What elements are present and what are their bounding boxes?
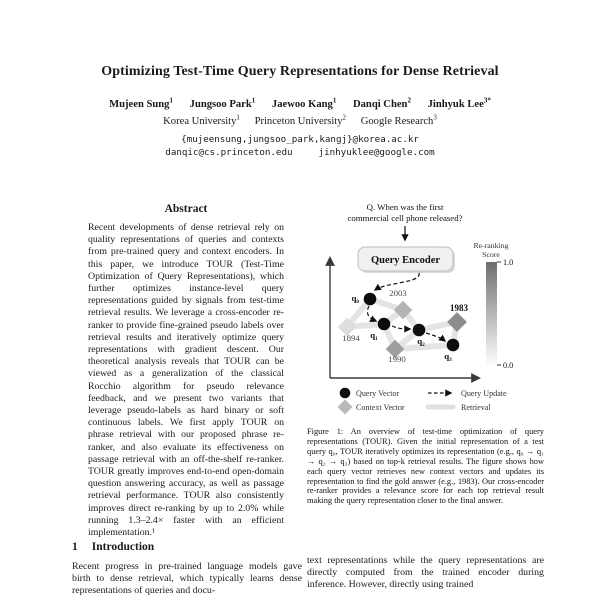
section-title: Introduction	[91, 541, 155, 553]
affiliation-mark: 1	[236, 113, 240, 122]
reranking-score-colorbar	[486, 262, 497, 365]
affiliation-line	[0, 113, 600, 127]
email-line-2	[0, 147, 600, 158]
author-affil-mark: 3*	[483, 96, 491, 105]
author	[109, 96, 173, 110]
colorbar-min-label: 0.0	[503, 361, 514, 370]
context-label-2003: 2003	[389, 288, 407, 298]
introduction-section	[72, 541, 302, 598]
figure-1-diagram	[307, 200, 547, 422]
author-name: Jungsoo Park	[189, 99, 252, 110]
introduction-heading	[72, 541, 302, 553]
query-label-q1: q₁	[370, 330, 378, 340]
right-column-body-text: text representations while the query representations are directly computed from the trained encoder during inference. However, directly using trained	[307, 555, 544, 591]
context-label-1990: 1990	[388, 354, 406, 364]
colorbar-title-line2: Score	[482, 250, 500, 259]
author-affil-mark: 1	[332, 96, 337, 105]
context-label-1894: 1894	[342, 333, 360, 343]
author-affil-mark: 1	[169, 96, 173, 105]
author-affil-mark: 2	[407, 96, 411, 105]
figure-1-caption: Figure 1: An overview of test-time optimization of query representations (TOUR). Given the initial representation of a test query q₀, TOUR iteratively optimizes its representation (e.g., q₀ → q₁ → q₂ → q₃) based on top-k retrieval results. The figure shows how each query vector retrieves new context vectors and updates its representation to find the gold answer (e.g., 1983). Our cross-encoder re-ranker provides a relevance score for each top retrieval result making the query representation closer to the final answer.	[307, 427, 544, 506]
legend-query-vector-icon	[340, 388, 351, 399]
query-encoder-label: Query Encoder	[370, 255, 441, 266]
query-label-q2: q₂	[417, 336, 425, 346]
email-line-1: {mujeensung,jungsoo_park,kangj}@korea.ac.kr	[181, 134, 419, 145]
affiliation-mark: 3	[433, 113, 437, 122]
query-point-q2	[413, 324, 426, 337]
colorbar-max-label: 1.0	[503, 258, 514, 267]
abstract-section	[72, 203, 300, 539]
affiliation-name: Korea University	[163, 116, 237, 127]
author-name: Jaewoo Kang	[271, 99, 333, 110]
legend-context-vector-icon	[338, 400, 353, 415]
query-point-q3	[447, 339, 460, 352]
context-label-1983-gold-answer: 1983	[450, 303, 468, 313]
query-point-q1	[378, 318, 391, 331]
author-affil-mark: 1	[251, 96, 256, 105]
affiliation	[254, 113, 347, 127]
legend-retrieval-label: Retrieval	[461, 403, 491, 412]
abstract-heading: Abstract	[164, 203, 208, 215]
colorbar-title-line1: Re-ranking	[473, 241, 509, 250]
context-diamond-1983	[447, 312, 467, 332]
affiliation-name: Princeton University	[254, 116, 343, 127]
figure-question-line1: Q. When was the first	[366, 202, 444, 212]
author	[427, 96, 491, 110]
author-name: Jinhyuk Lee	[427, 99, 484, 110]
affiliation	[163, 113, 240, 127]
legend-query-update-label: Query Update	[461, 389, 507, 398]
affiliation-mark: 2	[342, 113, 347, 122]
query-label-q3: q₃	[444, 351, 452, 361]
paper-title: Optimizing Test-Time Query Representations for Dense Retrieval	[101, 64, 499, 79]
abstract-text: Recent developments of dense retrieval rely on quality representations of queries and contexts from pre-trained query and context encoders. In this paper, we introduce TOUR (Test-Time Optimization of Query Representations), which further optimizes instance-level query representations guided by signals from test-time retrieval results. We leverage a cross-encoder re-ranker to provide fine-grained pseudo labels over retrieval results and iteratively optimize query representations with gradient descent. Our theoretical analysis reveals that TOUR can be viewed as a generalization of the classical Rocchio algorithm for pseudo relevance feedback, and we present two variants that leverage pseudo-labels as hard binary or soft continuous labels. We first apply TOUR on phrase retrieval with our proposed phrase re-ranker, and also evaluate its effectiveness on passage retrieval with an off-the-shelf re-ranker. TOUR greatly improves end-to-end open-domain question answering accuracy, as well as passage retrieval performance. TOUR also consistently improves direct re-ranking by up to 2.0% while running 1.3–2.4× faster with an efficient implementation.¹	[88, 222, 284, 539]
author	[189, 96, 256, 110]
query-point-q0	[364, 293, 377, 306]
section-number: 1	[72, 541, 78, 553]
author	[271, 96, 337, 110]
email-google: jinhyuklee@google.com	[318, 147, 435, 158]
figure-question-line2: commercial cell phone released?	[347, 213, 463, 223]
author	[352, 96, 411, 110]
email-princeton: danqic@cs.princeton.edu	[165, 147, 293, 158]
query-label-q0: q₀	[351, 293, 359, 303]
legend-context-vector-label: Context Vector	[356, 403, 405, 412]
legend-query-vector-label: Query Vector	[356, 389, 400, 398]
author-name: Mujeen Sung	[109, 99, 170, 110]
author-name: Danqi Chen	[352, 99, 408, 110]
affiliation	[360, 113, 437, 127]
affiliation-name: Google Research	[360, 116, 434, 127]
author-line	[0, 96, 600, 110]
introduction-text: Recent progress in pre-trained language models gave birth to dense retrieval, which typically learns dense representations of queries and docu-	[72, 561, 302, 597]
